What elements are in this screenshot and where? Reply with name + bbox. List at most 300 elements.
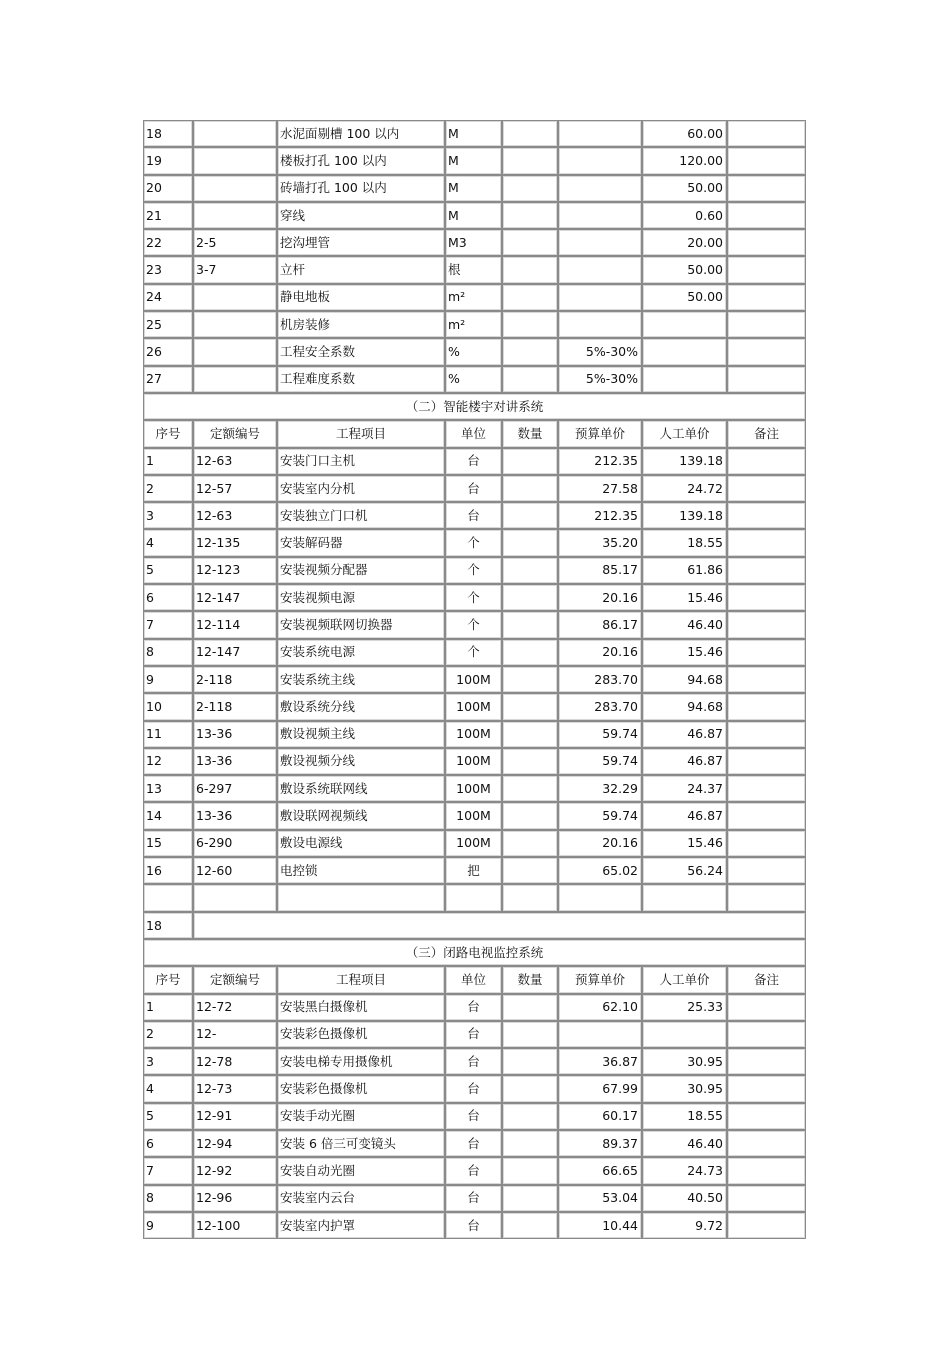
cell-budget-price: 66.65 [558, 1157, 642, 1184]
cell-row-number: 3 [143, 1048, 193, 1075]
cell-quota-code [193, 175, 277, 202]
cell-quantity [502, 1048, 558, 1075]
price-table [143, 120, 806, 1239]
cell-unit: 100M [445, 666, 502, 693]
cell-quota-code: 12- [193, 1021, 277, 1048]
cell-labor-price: 40.50 [642, 1185, 727, 1212]
cell-labor-price: 46.87 [642, 748, 727, 775]
cell-project-item: 敷设系统联网线 [277, 775, 445, 802]
cell-quantity [502, 584, 558, 611]
table-row [143, 721, 806, 748]
empty-row [143, 884, 806, 911]
cell-remark [727, 639, 806, 666]
cell-quantity [502, 202, 558, 229]
cell-project-item: 安装彩色摄像机 [277, 1021, 445, 1048]
cell-labor-price: 20.00 [642, 229, 727, 256]
cell-labor-price: 56.24 [642, 857, 727, 884]
cell-project-item: 电控锁 [277, 857, 445, 884]
cell-remark [727, 994, 806, 1021]
empty-cell [277, 884, 445, 911]
table-row [143, 256, 806, 283]
table-row [143, 475, 806, 502]
table-row [143, 147, 806, 174]
cell-unit: 台 [445, 1157, 502, 1184]
cell-row-number: 22 [143, 229, 193, 256]
section-title: （二）智能楼宇对讲系统 [143, 393, 806, 420]
cell-quantity [502, 830, 558, 857]
cell-row-number: 20 [143, 175, 193, 202]
cell-project-item: 安装解码器 [277, 529, 445, 556]
cell-remark [727, 775, 806, 802]
cell-unit: 个 [445, 529, 502, 556]
cell-unit: m² [445, 311, 502, 338]
header-row [143, 966, 806, 993]
cell-row-number: 24 [143, 284, 193, 311]
cell-budget-price: 20.16 [558, 584, 642, 611]
cell-quota-code [193, 284, 277, 311]
cell-labor-price: 50.00 [642, 284, 727, 311]
cell-budget-price: 36.87 [558, 1048, 642, 1075]
cell-quota-code: 6-297 [193, 775, 277, 802]
cell-budget-price: 35.20 [558, 529, 642, 556]
table-row [143, 1048, 806, 1075]
cell-quantity [502, 229, 558, 256]
cell-quantity [502, 1075, 558, 1102]
cell-row-number: 9 [143, 1212, 193, 1239]
cell-budget-price: 59.74 [558, 721, 642, 748]
table-row [143, 584, 806, 611]
cell-project-item: 工程难度系数 [277, 366, 445, 393]
cell-quantity [502, 256, 558, 283]
cell-labor-price: 18.55 [642, 1103, 727, 1130]
table-row [143, 666, 806, 693]
cell-labor-price: 94.68 [642, 693, 727, 720]
table-row [143, 994, 806, 1021]
cell-unit: 个 [445, 611, 502, 638]
cell-row-number: 23 [143, 256, 193, 283]
cell-row-number: 26 [143, 338, 193, 365]
cell-remark [727, 529, 806, 556]
column-header: 预算单价 [558, 420, 642, 447]
table-row [143, 1075, 806, 1102]
cell-labor-price: 9.72 [642, 1212, 727, 1239]
column-header: 数量 [502, 420, 558, 447]
cell-unit: 个 [445, 557, 502, 584]
cell-quantity [502, 693, 558, 720]
column-header: 备注 [727, 966, 806, 993]
cell-quota-code [193, 338, 277, 365]
cell-quantity [502, 611, 558, 638]
cell-remark [727, 693, 806, 720]
cell-labor-price: 139.18 [642, 502, 727, 529]
cell-row-number: 5 [143, 1103, 193, 1130]
cell-project-item: 水泥面剔槽 100 以内 [277, 120, 445, 147]
cell-quota-code: 6-290 [193, 830, 277, 857]
cell-remark [727, 1075, 806, 1102]
cell-row-number: 5 [143, 557, 193, 584]
cell-quantity [502, 775, 558, 802]
cell-row-number: 1 [143, 994, 193, 1021]
cell-row-number: 19 [143, 147, 193, 174]
table-row [143, 1157, 806, 1184]
empty-cell [727, 884, 806, 911]
cell-project-item: 工程安全系数 [277, 338, 445, 365]
cell-labor-price: 30.95 [642, 1048, 727, 1075]
cell-row-number: 13 [143, 775, 193, 802]
cell-remark [727, 748, 806, 775]
table-row [143, 1212, 806, 1239]
cell-unit: 100M [445, 775, 502, 802]
cell-labor-price [642, 311, 727, 338]
cell-remark [727, 475, 806, 502]
empty-cell [502, 884, 558, 911]
cell-row-number: 2 [143, 475, 193, 502]
cell-row-number: 21 [143, 202, 193, 229]
column-header: 数量 [502, 966, 558, 993]
cell-project-item: 敷设视频分线 [277, 748, 445, 775]
cell-row-number: 11 [143, 721, 193, 748]
cell-labor-price: 50.00 [642, 256, 727, 283]
table-row [143, 338, 806, 365]
cell-budget-price [558, 147, 642, 174]
cell-budget-price: 5%-30% [558, 338, 642, 365]
cell-quota-code: 12-92 [193, 1157, 277, 1184]
cell-quantity [502, 502, 558, 529]
cell-remark [727, 1048, 806, 1075]
cell-remark [727, 666, 806, 693]
cell-remark [727, 1185, 806, 1212]
table-row [143, 693, 806, 720]
cell-budget-price: 5%-30% [558, 366, 642, 393]
cell-remark [727, 229, 806, 256]
cell-labor-price: 24.73 [642, 1157, 727, 1184]
cell-budget-price [558, 311, 642, 338]
cell-quota-code [193, 202, 277, 229]
cell-row-number: 1 [143, 448, 193, 475]
cell-budget-price: 62.10 [558, 994, 642, 1021]
cell-labor-price [642, 366, 727, 393]
cell-quantity [502, 857, 558, 884]
cell-row-number: 7 [143, 611, 193, 638]
table-row [143, 748, 806, 775]
column-header: 预算单价 [558, 966, 642, 993]
cell-budget-price: 27.58 [558, 475, 642, 502]
cell-remark [727, 502, 806, 529]
cell-project-item: 安装门口主机 [277, 448, 445, 475]
cell-quantity [502, 338, 558, 365]
cell-budget-price: 283.70 [558, 666, 642, 693]
cell-row-number: 8 [143, 1185, 193, 1212]
cell-unit: 台 [445, 448, 502, 475]
cell-project-item: 敷设系统分线 [277, 693, 445, 720]
table-row [143, 120, 806, 147]
column-header: 序号 [143, 966, 193, 993]
cell-row-number: 7 [143, 1157, 193, 1184]
cell-remark [727, 256, 806, 283]
cell-budget-price: 53.04 [558, 1185, 642, 1212]
cell-row-number: 6 [143, 584, 193, 611]
cell-unit: % [445, 338, 502, 365]
cell-row-number: 18 [143, 912, 193, 939]
cell-row-number: 9 [143, 666, 193, 693]
cell-unit: m² [445, 284, 502, 311]
cell-labor-price: 46.87 [642, 802, 727, 829]
cell-budget-price: 85.17 [558, 557, 642, 584]
cell-labor-price: 61.86 [642, 557, 727, 584]
cell-unit: 台 [445, 1212, 502, 1239]
cell-unit: 台 [445, 502, 502, 529]
cell-row-number: 16 [143, 857, 193, 884]
cell-project-item: 安装室内分机 [277, 475, 445, 502]
cell-unit: 根 [445, 256, 502, 283]
cell-quantity [502, 366, 558, 393]
cell-quota-code: 12-63 [193, 448, 277, 475]
cell-quantity [502, 639, 558, 666]
cell-labor-price: 24.72 [642, 475, 727, 502]
cell-budget-price: 59.74 [558, 802, 642, 829]
cell-budget-price: 212.35 [558, 502, 642, 529]
cell-unit: M [445, 120, 502, 147]
cell-remark [727, 584, 806, 611]
cell-quota-code: 12-147 [193, 584, 277, 611]
price-table-sheet [143, 120, 806, 1239]
cell-project-item: 安装电梯专用摄像机 [277, 1048, 445, 1075]
empty-cell [193, 884, 277, 911]
cell-quota-code: 2-118 [193, 693, 277, 720]
cell-budget-price [558, 229, 642, 256]
cell-quota-code: 3-7 [193, 256, 277, 283]
table-row [143, 284, 806, 311]
cell-unit: 把 [445, 857, 502, 884]
cell-unit: 台 [445, 994, 502, 1021]
cell-labor-price: 120.00 [642, 147, 727, 174]
cell-labor-price: 15.46 [642, 584, 727, 611]
cell-unit: 台 [445, 1048, 502, 1075]
cell-budget-price: 20.16 [558, 830, 642, 857]
cell-budget-price [558, 120, 642, 147]
cell-quota-code: 13-36 [193, 802, 277, 829]
cell-remark [727, 120, 806, 147]
cell-project-item: 安装自动光圈 [277, 1157, 445, 1184]
cell-row-number: 2 [143, 1021, 193, 1048]
cell-quantity [502, 557, 558, 584]
cell-quota-code: 12-114 [193, 611, 277, 638]
cell-budget-price [558, 256, 642, 283]
cell-quantity [502, 1185, 558, 1212]
cell-project-item: 立杆 [277, 256, 445, 283]
empty-cell [143, 884, 193, 911]
cell-project-item: 安装系统主线 [277, 666, 445, 693]
cell-project-item: 静电地板 [277, 284, 445, 311]
cell-quantity [502, 666, 558, 693]
section-3-title-row [143, 939, 806, 966]
table-row [143, 366, 806, 393]
column-header: 工程项目 [277, 966, 445, 993]
cell-quota-code: 12-57 [193, 475, 277, 502]
cell-remark [727, 1021, 806, 1048]
column-header: 单位 [445, 420, 502, 447]
cell-unit: M [445, 147, 502, 174]
table-row [143, 229, 806, 256]
cell-budget-price: 67.99 [558, 1075, 642, 1102]
table-row [143, 802, 806, 829]
table-row [143, 202, 806, 229]
cell-quota-code [193, 366, 277, 393]
cell-labor-price: 139.18 [642, 448, 727, 475]
cell-project-item: 挖沟埋管 [277, 229, 445, 256]
cell-budget-price [558, 1021, 642, 1048]
table-row [143, 611, 806, 638]
table-row [143, 448, 806, 475]
cell-quantity [502, 748, 558, 775]
cell-remark [727, 1212, 806, 1239]
cell-unit: M3 [445, 229, 502, 256]
cell-quota-code: 12-123 [193, 557, 277, 584]
cell-unit: % [445, 366, 502, 393]
cell-quota-code: 12-96 [193, 1185, 277, 1212]
cell-budget-price: 60.17 [558, 1103, 642, 1130]
cell-quantity [502, 1103, 558, 1130]
cell-project-item: 砖墙打孔 100 以内 [277, 175, 445, 202]
cell-quota-code: 12-73 [193, 1075, 277, 1102]
cell-remark [727, 1130, 806, 1157]
cell-row-number: 8 [143, 639, 193, 666]
cell-budget-price: 86.17 [558, 611, 642, 638]
cell-project-item: 敷设电源线 [277, 830, 445, 857]
cell-budget-price [558, 175, 642, 202]
table-row [143, 1130, 806, 1157]
cell-row-number: 12 [143, 748, 193, 775]
cell-quota-code: 2-118 [193, 666, 277, 693]
cell-quota-code: 12-91 [193, 1103, 277, 1130]
cell-remark [727, 1103, 806, 1130]
cell-project-item: 安装系统电源 [277, 639, 445, 666]
cell-remark [727, 721, 806, 748]
cell-labor-price: 15.46 [642, 639, 727, 666]
cell-labor-price: 0.60 [642, 202, 727, 229]
column-header: 定额编号 [193, 966, 277, 993]
cell-row-number: 25 [143, 311, 193, 338]
cell-quantity [502, 120, 558, 147]
cell-labor-price [642, 1021, 727, 1048]
empty-cell [558, 884, 642, 911]
cell-row-number: 3 [143, 502, 193, 529]
table-row [143, 857, 806, 884]
cell-project-item: 安装室内护罩 [277, 1212, 445, 1239]
section-title: （三）闭路电视监控系统 [143, 939, 806, 966]
cell-quota-code: 13-36 [193, 721, 277, 748]
cell-budget-price: 65.02 [558, 857, 642, 884]
cell-budget-price: 212.35 [558, 448, 642, 475]
cell-labor-price: 15.46 [642, 830, 727, 857]
cell-quantity [502, 284, 558, 311]
cell-labor-price [642, 338, 727, 365]
cell-budget-price: 20.16 [558, 639, 642, 666]
cell-row-number: 4 [143, 529, 193, 556]
cell-quota-code: 12-147 [193, 639, 277, 666]
cell-unit: 台 [445, 1130, 502, 1157]
cell-row-number: 10 [143, 693, 193, 720]
cell-remark [727, 147, 806, 174]
cell-quota-code: 12-60 [193, 857, 277, 884]
cell-budget-price [558, 284, 642, 311]
column-header: 人工单价 [642, 420, 727, 447]
cell-project-item: 穿线 [277, 202, 445, 229]
cell-project-item: 机房装修 [277, 311, 445, 338]
cell-labor-price: 60.00 [642, 120, 727, 147]
column-header: 工程项目 [277, 420, 445, 447]
cell-quantity [502, 994, 558, 1021]
cell-quantity [502, 1157, 558, 1184]
cell-remark [727, 311, 806, 338]
cell-budget-price: 89.37 [558, 1130, 642, 1157]
cell-quota-code [193, 311, 277, 338]
cell-row-number: 18 [143, 120, 193, 147]
cell-remark [727, 611, 806, 638]
cell-unit: 100M [445, 802, 502, 829]
cell-remark [727, 857, 806, 884]
cell-unit: M [445, 175, 502, 202]
cell-labor-price: 46.40 [642, 611, 727, 638]
cell-remark [727, 175, 806, 202]
cell-remark [727, 448, 806, 475]
cell-project-item: 安装视频联网切换器 [277, 611, 445, 638]
table-row [143, 529, 806, 556]
cell-project-item: 楼板打孔 100 以内 [277, 147, 445, 174]
cell-labor-price: 46.87 [642, 721, 727, 748]
cell-remark [727, 1157, 806, 1184]
column-header: 人工单价 [642, 966, 727, 993]
cell-labor-price: 50.00 [642, 175, 727, 202]
cell-quantity [502, 1130, 558, 1157]
table-row [143, 830, 806, 857]
cell-quantity [502, 311, 558, 338]
header-row [143, 420, 806, 447]
cell-quota-code: 13-36 [193, 748, 277, 775]
cell-budget-price: 283.70 [558, 693, 642, 720]
cell-row-number: 4 [143, 1075, 193, 1102]
cell-quantity [502, 802, 558, 829]
cell-remark [727, 202, 806, 229]
cell-project-item: 安装彩色摄像机 [277, 1075, 445, 1102]
cell-unit: 台 [445, 1103, 502, 1130]
table-row [143, 639, 806, 666]
column-header: 备注 [727, 420, 806, 447]
cell-quantity [502, 175, 558, 202]
cell-remark [727, 284, 806, 311]
cell-row-number: 14 [143, 802, 193, 829]
cell-unit: 台 [445, 1021, 502, 1048]
cell-quantity [502, 529, 558, 556]
cell-project-item: 安装 6 倍三可变镜头 [277, 1130, 445, 1157]
cell-remark [727, 830, 806, 857]
table-row [143, 1021, 806, 1048]
merged-empty-cell [193, 912, 806, 939]
cell-labor-price: 94.68 [642, 666, 727, 693]
cell-quota-code: 12-135 [193, 529, 277, 556]
cell-unit: 100M [445, 721, 502, 748]
cell-unit: 个 [445, 584, 502, 611]
cell-quota-code: 12-72 [193, 994, 277, 1021]
cell-unit: 个 [445, 639, 502, 666]
table-row [143, 311, 806, 338]
cell-labor-price: 24.37 [642, 775, 727, 802]
cell-quota-code [193, 147, 277, 174]
cell-project-item: 安装手动光圈 [277, 1103, 445, 1130]
table-row [143, 557, 806, 584]
cell-remark [727, 338, 806, 365]
cell-row-number: 15 [143, 830, 193, 857]
